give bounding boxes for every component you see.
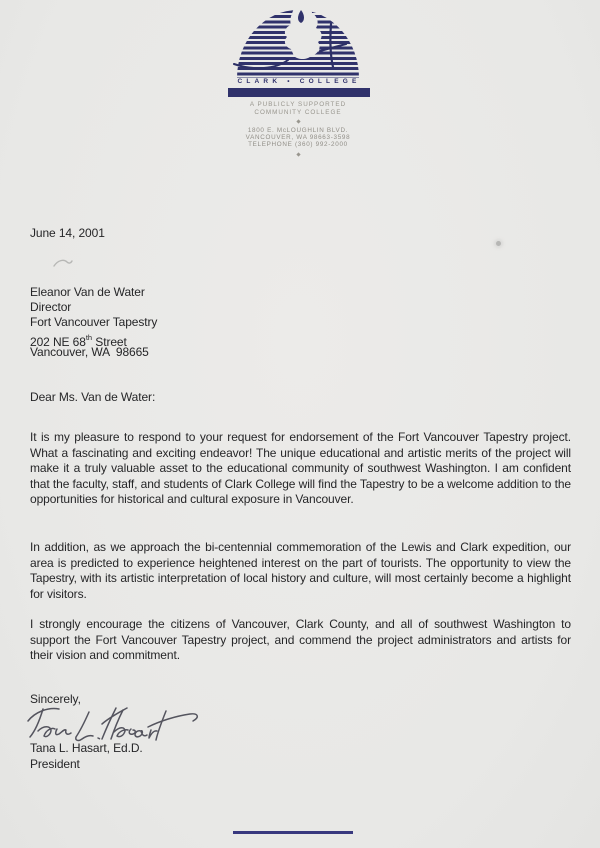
- letter-date: June 14, 2001: [30, 226, 105, 240]
- letterhead-address: [198, 127, 398, 149]
- address-line-1: 1800 E. McLOUGHLIN BLVD.: [247, 127, 349, 134]
- recipient-block: [30, 285, 157, 360]
- clark-logo-overlay: [228, 4, 370, 84]
- address-line-3: TELEPHONE (360) 992-2000: [248, 141, 348, 149]
- signer-name: Tana L. Hasart, Ed.D.: [30, 741, 143, 755]
- closing-line: Sincerely,: [30, 692, 81, 706]
- smudge-mark-artifact: [496, 241, 501, 246]
- logo-band-text: CLARK • COLLEGE: [237, 78, 361, 85]
- recipient-title: Director: [30, 300, 72, 314]
- body-paragraph-3: I strongly encourage the citizens of Vancouver, Clark County, and all of southwest Washington to support the Fort Vancouver Tapestry project, and commend the project administrators and artists for their vision and commitment.: [30, 617, 571, 662]
- logo-navy-bar: [228, 88, 370, 97]
- body-paragraph-2: In addition, as we approach the bi-centennial commemoration of the Lewis and Clark expedition, our area is predicted to experience heightened interest on the part of tourists. The opportunity to view the Tapestry, with its artistic interpretation of local history and culture, will most certainly become a highlight for visitors.: [30, 540, 571, 601]
- pen-mark-artifact: [52, 256, 74, 270]
- footer-rule-bar: [233, 831, 353, 834]
- tagline-line-1: A PUBLICLY SUPPORTED: [249, 101, 347, 108]
- street-suffix: Street: [92, 335, 127, 349]
- address-line-2: VANCOUVER, WA 98663-3598: [245, 134, 351, 142]
- recipient-organization: Fort Vancouver Tapestry: [30, 315, 158, 329]
- street-ordinal: th: [85, 333, 93, 342]
- street-number: 202 NE 68: [30, 335, 86, 349]
- signer-title: President: [30, 757, 80, 771]
- recipient-street: [30, 330, 157, 349]
- logo-swash-stroke: [234, 60, 288, 68]
- tagline-line-2: COMMUNITY COLLEGE: [254, 108, 342, 116]
- body-paragraph-1: It is my pleasure to respond to your request for endorsement of the Fort Vancouver Tapestry project. What a fascinating and exciting endeavor! The unique educational and artistic merits of the project will make it a truly valuable asset to the educational community of southwest Washington. I am confident that the faculty, staff, and students of Clark College will find the Tapestry to be a welcome addition to the opportunities for historical and cultural exposure in Vancouver.: [30, 430, 571, 506]
- recipient-city-line: Vancouver, WA 98665: [30, 345, 149, 359]
- diamond-bullet-icon: [296, 119, 300, 123]
- salutation: Dear Ms. Van de Water:: [30, 390, 156, 404]
- letterhead-tagline: [198, 101, 398, 116]
- recipient-name: Eleanor Van de Water: [30, 285, 145, 299]
- logo-cross-stroke: [320, 24, 346, 67]
- diamond-bullet-icon: [296, 152, 300, 156]
